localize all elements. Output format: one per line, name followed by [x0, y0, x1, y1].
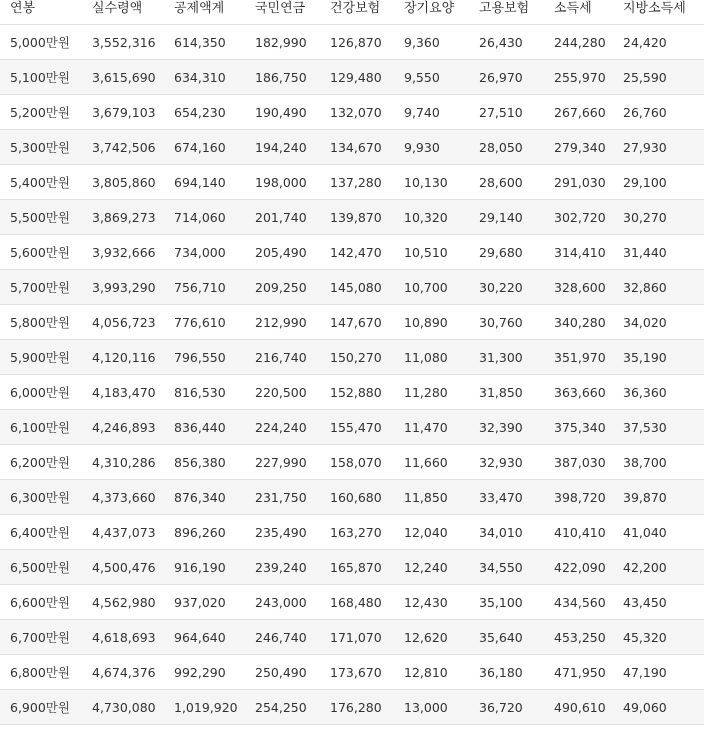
- cell-long-term-care: 9,740: [394, 95, 469, 130]
- cell-income-tax: 267,660: [544, 95, 613, 130]
- cell-annual-salary: 5,200만원: [0, 95, 82, 130]
- cell-health-insurance: 165,870: [320, 550, 394, 585]
- cell-long-term-care: 10,130: [394, 165, 469, 200]
- cell-long-term-care: 11,660: [394, 445, 469, 480]
- cell-net-pay: 3,932,666: [82, 235, 164, 270]
- cell-long-term-care: 12,430: [394, 585, 469, 620]
- cell-long-term-care: 9,360: [394, 25, 469, 60]
- cell-annual-salary: 6,200만원: [0, 445, 82, 480]
- cell-employment-insurance: 31,850: [469, 375, 544, 410]
- cell-national-pension: 235,490: [245, 515, 320, 550]
- cell-long-term-care: 11,280: [394, 375, 469, 410]
- header-income-tax: 소득세: [554, 1, 592, 16]
- cell-local-income-tax: 35,190: [613, 340, 704, 375]
- cell-annual-salary: 6,600만원: [0, 585, 82, 620]
- cell-national-pension: 198,000: [245, 165, 320, 200]
- cell-local-income-tax: 49,060: [613, 690, 704, 725]
- cell-annual-salary: 6,100만원: [0, 410, 82, 445]
- cell-total-deductions: 634,310: [164, 60, 245, 95]
- table-row: [0, 25, 704, 60]
- cell-net-pay: 4,500,476: [82, 550, 164, 585]
- cell-employment-insurance: 29,140: [469, 200, 544, 235]
- cell-annual-salary: 6,700만원: [0, 620, 82, 655]
- cell-income-tax: 279,340: [544, 130, 613, 165]
- cell-total-deductions: 856,380: [164, 445, 245, 480]
- cell-employment-insurance: 27,510: [469, 95, 544, 130]
- table-row: [0, 445, 704, 480]
- cell-national-pension: 182,990: [245, 25, 320, 60]
- cell-net-pay: 4,120,116: [82, 340, 164, 375]
- cell-annual-salary: 5,500만원: [0, 200, 82, 235]
- cell-health-insurance: 158,070: [320, 445, 394, 480]
- cell-local-income-tax: 47,190: [613, 655, 704, 690]
- cell-health-insurance: 173,670: [320, 655, 394, 690]
- cell-long-term-care: 10,890: [394, 305, 469, 340]
- cell-net-pay: 3,805,860: [82, 165, 164, 200]
- table-row: [0, 375, 704, 410]
- cell-net-pay: 4,674,376: [82, 655, 164, 690]
- cell-health-insurance: 176,280: [320, 690, 394, 725]
- cell-health-insurance: 142,470: [320, 235, 394, 270]
- table-row: [0, 165, 704, 200]
- cell-national-pension: 227,990: [245, 445, 320, 480]
- cell-health-insurance: 168,480: [320, 585, 394, 620]
- cell-annual-salary: 6,800만원: [0, 655, 82, 690]
- cell-income-tax: 340,280: [544, 305, 613, 340]
- table-row: [0, 270, 704, 305]
- cell-employment-insurance: 26,970: [469, 60, 544, 95]
- cell-total-deductions: 714,060: [164, 200, 245, 235]
- cell-total-deductions: 756,710: [164, 270, 245, 305]
- table-row: [0, 200, 704, 235]
- cell-long-term-care: 9,930: [394, 130, 469, 165]
- header-row: [0, 0, 704, 25]
- cell-net-pay: 3,615,690: [82, 60, 164, 95]
- cell-long-term-care: 9,550: [394, 60, 469, 95]
- table-body: [0, 25, 704, 725]
- cell-annual-salary: 6,900만원: [0, 690, 82, 725]
- cell-net-pay: 4,056,723: [82, 305, 164, 340]
- cell-annual-salary: 5,000만원: [0, 25, 82, 60]
- cell-national-pension: 209,250: [245, 270, 320, 305]
- cell-annual-salary: 6,300만원: [0, 480, 82, 515]
- table-row: [0, 410, 704, 445]
- cell-employment-insurance: 35,640: [469, 620, 544, 655]
- cell-long-term-care: 12,810: [394, 655, 469, 690]
- cell-income-tax: 375,340: [544, 410, 613, 445]
- cell-annual-salary: 5,700만원: [0, 270, 82, 305]
- cell-total-deductions: 694,140: [164, 165, 245, 200]
- cell-annual-salary: 5,100만원: [0, 60, 82, 95]
- cell-net-pay: 3,679,103: [82, 95, 164, 130]
- cell-health-insurance: 129,480: [320, 60, 394, 95]
- cell-health-insurance: 171,070: [320, 620, 394, 655]
- cell-net-pay: 4,310,286: [82, 445, 164, 480]
- cell-employment-insurance: 28,600: [469, 165, 544, 200]
- cell-local-income-tax: 41,040: [613, 515, 704, 550]
- cell-income-tax: 255,970: [544, 60, 613, 95]
- header-long-term-care: 장기요양: [404, 1, 455, 16]
- cell-employment-insurance: 32,390: [469, 410, 544, 445]
- cell-employment-insurance: 30,760: [469, 305, 544, 340]
- cell-national-pension: 201,740: [245, 200, 320, 235]
- cell-annual-salary: 6,400만원: [0, 515, 82, 550]
- table-row: [0, 130, 704, 165]
- header-employment-insurance: 고용보험: [479, 1, 530, 16]
- cell-long-term-care: 12,240: [394, 550, 469, 585]
- cell-local-income-tax: 30,270: [613, 200, 704, 235]
- cell-net-pay: 3,869,273: [82, 200, 164, 235]
- cell-total-deductions: 734,000: [164, 235, 245, 270]
- cell-income-tax: 410,410: [544, 515, 613, 550]
- header-health-insurance: 건강보험: [330, 1, 381, 16]
- cell-long-term-care: 13,000: [394, 690, 469, 725]
- cell-total-deductions: 964,640: [164, 620, 245, 655]
- cell-local-income-tax: 31,440: [613, 235, 704, 270]
- cell-long-term-care: 12,620: [394, 620, 469, 655]
- cell-total-deductions: 674,160: [164, 130, 245, 165]
- cell-income-tax: 291,030: [544, 165, 613, 200]
- cell-national-pension: 246,740: [245, 620, 320, 655]
- cell-national-pension: 231,750: [245, 480, 320, 515]
- cell-health-insurance: 145,080: [320, 270, 394, 305]
- cell-total-deductions: 896,260: [164, 515, 245, 550]
- cell-national-pension: 212,990: [245, 305, 320, 340]
- cell-national-pension: 205,490: [245, 235, 320, 270]
- cell-annual-salary: 5,800만원: [0, 305, 82, 340]
- cell-health-insurance: 155,470: [320, 410, 394, 445]
- cell-national-pension: 220,500: [245, 375, 320, 410]
- cell-local-income-tax: 36,360: [613, 375, 704, 410]
- header-total-deductions: 공제액계: [174, 1, 225, 16]
- cell-annual-salary: 6,000만원: [0, 375, 82, 410]
- cell-local-income-tax: 39,870: [613, 480, 704, 515]
- cell-local-income-tax: 24,420: [613, 25, 704, 60]
- cell-health-insurance: 126,870: [320, 25, 394, 60]
- cell-long-term-care: 10,700: [394, 270, 469, 305]
- cell-net-pay: 4,183,470: [82, 375, 164, 410]
- cell-national-pension: 243,000: [245, 585, 320, 620]
- cell-employment-insurance: 34,010: [469, 515, 544, 550]
- cell-income-tax: 387,030: [544, 445, 613, 480]
- cell-long-term-care: 11,850: [394, 480, 469, 515]
- table-row: [0, 515, 704, 550]
- cell-income-tax: 398,720: [544, 480, 613, 515]
- cell-total-deductions: 1,019,920: [164, 690, 245, 725]
- cell-employment-insurance: 26,430: [469, 25, 544, 60]
- header-national-pension: 국민연금: [255, 1, 306, 16]
- cell-income-tax: 244,280: [544, 25, 613, 60]
- cell-local-income-tax: 26,760: [613, 95, 704, 130]
- table-row: [0, 690, 704, 725]
- cell-long-term-care: 11,470: [394, 410, 469, 445]
- cell-net-pay: 4,618,693: [82, 620, 164, 655]
- cell-health-insurance: 160,680: [320, 480, 394, 515]
- cell-net-pay: 4,246,893: [82, 410, 164, 445]
- cell-health-insurance: 163,270: [320, 515, 394, 550]
- cell-net-pay: 3,742,506: [82, 130, 164, 165]
- cell-annual-salary: 6,500만원: [0, 550, 82, 585]
- cell-annual-salary: 5,600만원: [0, 235, 82, 270]
- cell-total-deductions: 654,230: [164, 95, 245, 130]
- cell-annual-salary: 5,400만원: [0, 165, 82, 200]
- cell-health-insurance: 134,670: [320, 130, 394, 165]
- cell-health-insurance: 152,880: [320, 375, 394, 410]
- cell-income-tax: 328,600: [544, 270, 613, 305]
- cell-national-pension: 224,240: [245, 410, 320, 445]
- cell-total-deductions: 796,550: [164, 340, 245, 375]
- cell-income-tax: 363,660: [544, 375, 613, 410]
- table-row: [0, 305, 704, 340]
- cell-health-insurance: 147,670: [320, 305, 394, 340]
- header-net-pay: 실수령액: [92, 1, 143, 16]
- cell-income-tax: 471,950: [544, 655, 613, 690]
- cell-employment-insurance: 28,050: [469, 130, 544, 165]
- cell-long-term-care: 11,080: [394, 340, 469, 375]
- table-row: [0, 95, 704, 130]
- cell-net-pay: 4,373,660: [82, 480, 164, 515]
- cell-net-pay: 3,552,316: [82, 25, 164, 60]
- table-row: [0, 550, 704, 585]
- cell-local-income-tax: 42,200: [613, 550, 704, 585]
- cell-health-insurance: 150,270: [320, 340, 394, 375]
- cell-income-tax: 314,410: [544, 235, 613, 270]
- cell-local-income-tax: 32,860: [613, 270, 704, 305]
- cell-employment-insurance: 31,300: [469, 340, 544, 375]
- cell-total-deductions: 836,440: [164, 410, 245, 445]
- cell-employment-insurance: 33,470: [469, 480, 544, 515]
- cell-employment-insurance: 30,220: [469, 270, 544, 305]
- table-row: [0, 655, 704, 690]
- cell-local-income-tax: 38,700: [613, 445, 704, 480]
- table-row: [0, 585, 704, 620]
- cell-health-insurance: 137,280: [320, 165, 394, 200]
- cell-employment-insurance: 34,550: [469, 550, 544, 585]
- cell-local-income-tax: 43,450: [613, 585, 704, 620]
- table-row: [0, 235, 704, 270]
- header-local-income-tax: 지방소득세: [623, 1, 686, 16]
- cell-annual-salary: 5,300만원: [0, 130, 82, 165]
- cell-total-deductions: 876,340: [164, 480, 245, 515]
- cell-income-tax: 453,250: [544, 620, 613, 655]
- cell-annual-salary: 5,900만원: [0, 340, 82, 375]
- cell-income-tax: 422,090: [544, 550, 613, 585]
- cell-employment-insurance: 29,680: [469, 235, 544, 270]
- cell-total-deductions: 816,530: [164, 375, 245, 410]
- cell-long-term-care: 12,040: [394, 515, 469, 550]
- cell-national-pension: 186,750: [245, 60, 320, 95]
- cell-employment-insurance: 36,180: [469, 655, 544, 690]
- table-row: [0, 340, 704, 375]
- cell-income-tax: 351,970: [544, 340, 613, 375]
- cell-local-income-tax: 45,320: [613, 620, 704, 655]
- cell-total-deductions: 992,290: [164, 655, 245, 690]
- cell-national-pension: 216,740: [245, 340, 320, 375]
- table-row: [0, 480, 704, 515]
- cell-local-income-tax: 37,530: [613, 410, 704, 445]
- cell-national-pension: 239,240: [245, 550, 320, 585]
- cell-national-pension: 254,250: [245, 690, 320, 725]
- cell-health-insurance: 132,070: [320, 95, 394, 130]
- cell-employment-insurance: 32,930: [469, 445, 544, 480]
- cell-total-deductions: 916,190: [164, 550, 245, 585]
- cell-income-tax: 302,720: [544, 200, 613, 235]
- cell-total-deductions: 776,610: [164, 305, 245, 340]
- cell-net-pay: 4,437,073: [82, 515, 164, 550]
- cell-net-pay: 4,562,980: [82, 585, 164, 620]
- cell-net-pay: 4,730,080: [82, 690, 164, 725]
- cell-long-term-care: 10,510: [394, 235, 469, 270]
- cell-national-pension: 194,240: [245, 130, 320, 165]
- table-row: [0, 60, 704, 95]
- cell-income-tax: 490,610: [544, 690, 613, 725]
- cell-total-deductions: 937,020: [164, 585, 245, 620]
- cell-total-deductions: 614,350: [164, 25, 245, 60]
- cell-local-income-tax: 29,100: [613, 165, 704, 200]
- cell-health-insurance: 139,870: [320, 200, 394, 235]
- table-row: [0, 620, 704, 655]
- cell-local-income-tax: 34,020: [613, 305, 704, 340]
- header-annual-salary: 연봉: [10, 1, 36, 16]
- cell-national-pension: 190,490: [245, 95, 320, 130]
- cell-employment-insurance: 36,720: [469, 690, 544, 725]
- cell-national-pension: 250,490: [245, 655, 320, 690]
- cell-local-income-tax: 25,590: [613, 60, 704, 95]
- cell-income-tax: 434,560: [544, 585, 613, 620]
- table-header: [0, 0, 704, 25]
- cell-local-income-tax: 27,930: [613, 130, 704, 165]
- cell-employment-insurance: 35,100: [469, 585, 544, 620]
- cell-net-pay: 3,993,290: [82, 270, 164, 305]
- cell-long-term-care: 10,320: [394, 200, 469, 235]
